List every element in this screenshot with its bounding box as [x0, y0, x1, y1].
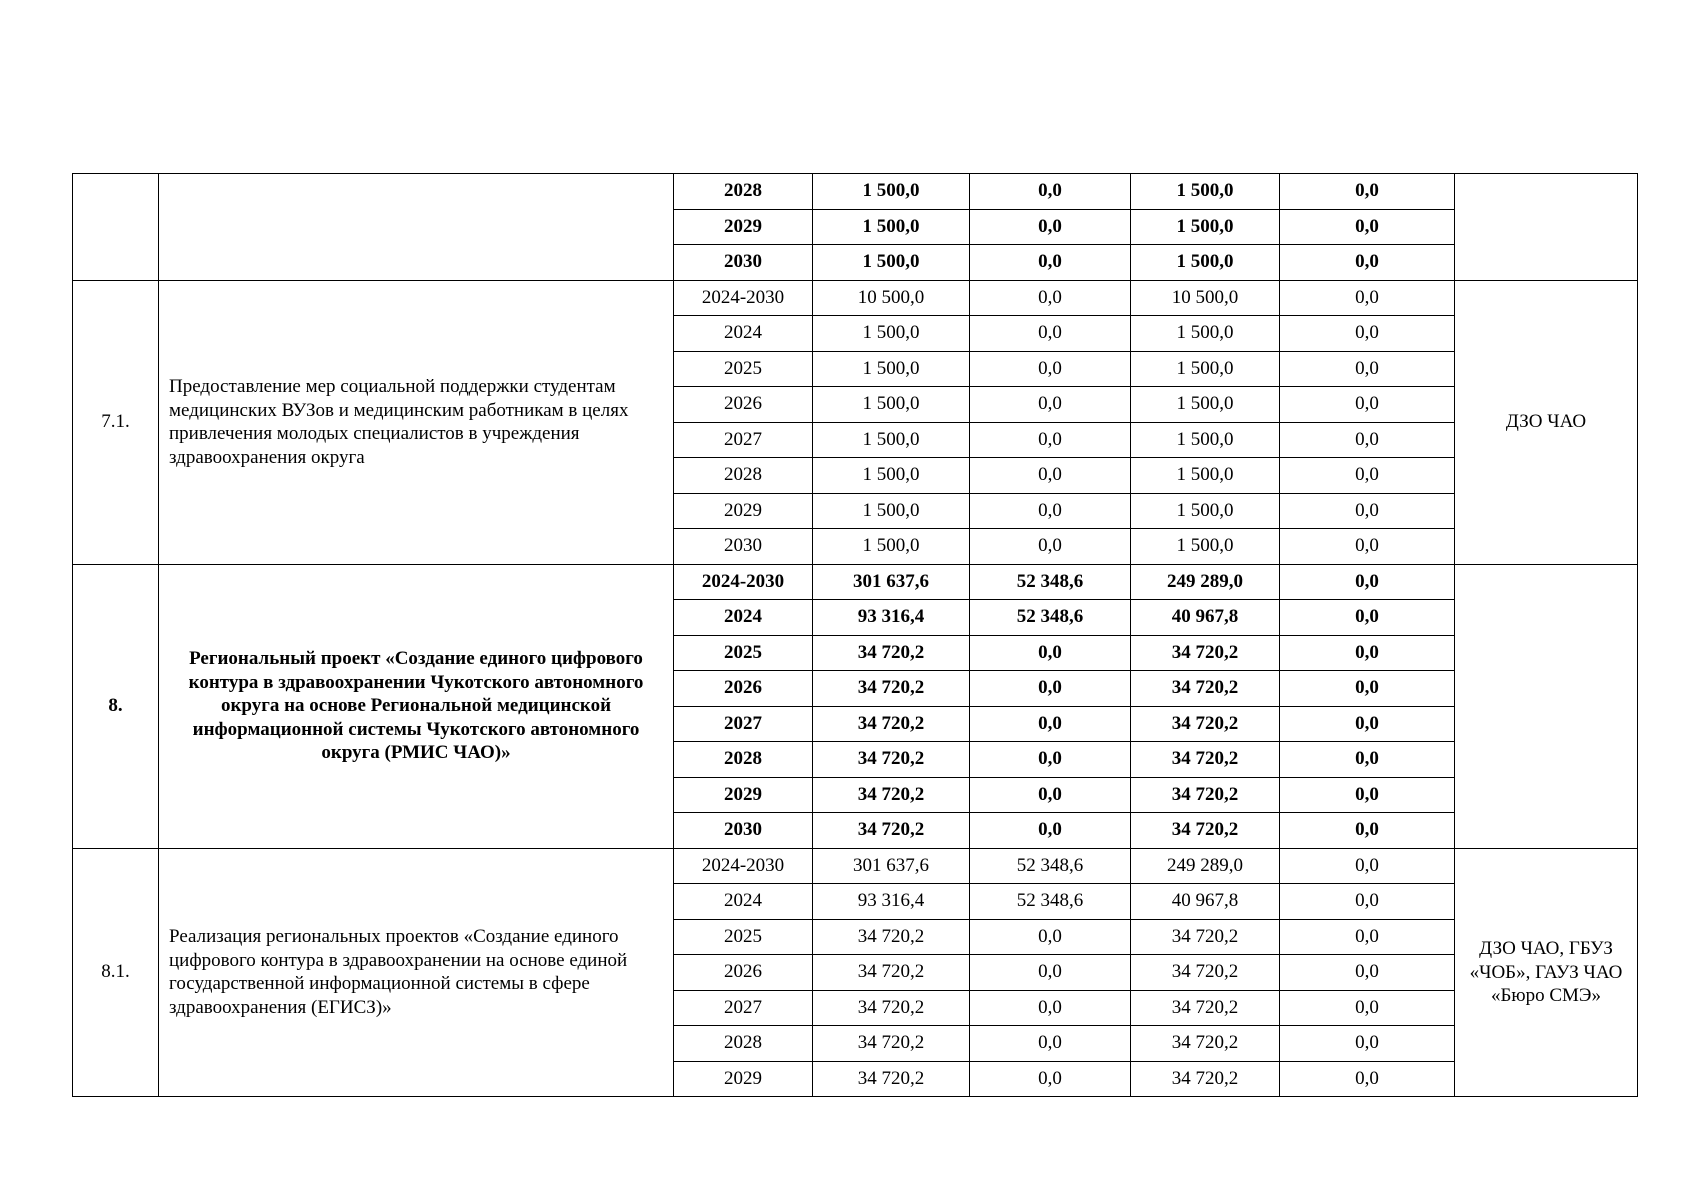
regional-cell: 34 720,2: [1131, 955, 1280, 991]
year-cell: 2027: [674, 422, 813, 458]
total-cell: 1 500,0: [813, 316, 970, 352]
regional-cell: 1 500,0: [1131, 209, 1280, 245]
regional-cell: 34 720,2: [1131, 813, 1280, 849]
executor-cell: ДЗО ЧАО: [1455, 280, 1638, 564]
federal-cell: 0,0: [970, 919, 1131, 955]
other-cell: 0,0: [1280, 848, 1455, 884]
regional-cell: 34 720,2: [1131, 1061, 1280, 1097]
other-cell: 0,0: [1280, 742, 1455, 778]
year-cell: 2024: [674, 600, 813, 636]
total-cell: 1 500,0: [813, 351, 970, 387]
executor-cell: ДЗО ЧАО, ГБУЗ «ЧОБ», ГАУЗ ЧАО «Бюро СМЭ»: [1455, 848, 1638, 1097]
regional-cell: 34 720,2: [1131, 919, 1280, 955]
regional-cell: 40 967,8: [1131, 884, 1280, 920]
other-cell: 0,0: [1280, 1061, 1455, 1097]
regional-cell: 1 500,0: [1131, 458, 1280, 494]
other-cell: 0,0: [1280, 316, 1455, 352]
year-cell: 2026: [674, 955, 813, 991]
federal-cell: 0,0: [970, 671, 1131, 707]
federal-cell: 0,0: [970, 458, 1131, 494]
year-cell: 2024-2030: [674, 848, 813, 884]
regional-cell: 1 500,0: [1131, 351, 1280, 387]
other-cell: 0,0: [1280, 529, 1455, 565]
item-name-cell: Региональный проект «Создание единого цифрового контура в здравоохранении Чукотского автономного округа на основе Региональной медицинской информационной системы Чукотского автономного округа (РМИС ЧАО)»: [159, 564, 674, 848]
other-cell: 0,0: [1280, 564, 1455, 600]
table-row: [73, 174, 1638, 210]
federal-cell: 52 348,6: [970, 884, 1131, 920]
total-cell: 34 720,2: [813, 635, 970, 671]
table-row: [73, 564, 1638, 600]
total-cell: 34 720,2: [813, 919, 970, 955]
regional-cell: 1 500,0: [1131, 422, 1280, 458]
other-cell: 0,0: [1280, 813, 1455, 849]
year-cell: 2028: [674, 458, 813, 494]
federal-cell: 0,0: [970, 1061, 1131, 1097]
total-cell: 34 720,2: [813, 777, 970, 813]
regional-cell: 1 500,0: [1131, 387, 1280, 423]
federal-cell: 0,0: [970, 990, 1131, 1026]
other-cell: 0,0: [1280, 777, 1455, 813]
regional-cell: 34 720,2: [1131, 1026, 1280, 1062]
federal-cell: 52 348,6: [970, 564, 1131, 600]
total-cell: 34 720,2: [813, 1026, 970, 1062]
year-cell: 2028: [674, 742, 813, 778]
regional-cell: 249 289,0: [1131, 848, 1280, 884]
other-cell: 0,0: [1280, 635, 1455, 671]
year-cell: 2028: [674, 1026, 813, 1062]
total-cell: 34 720,2: [813, 671, 970, 707]
total-cell: 34 720,2: [813, 1061, 970, 1097]
item-number-cell: [73, 174, 159, 281]
other-cell: 0,0: [1280, 422, 1455, 458]
other-cell: 0,0: [1280, 280, 1455, 316]
other-cell: 0,0: [1280, 458, 1455, 494]
item-name-cell: Реализация региональных проектов «Создание единого цифрового контура в здравоохранении на основе единой государственной информационной системы в сфере здравоохранения (ЕГИСЗ)»: [159, 848, 674, 1097]
regional-cell: 34 720,2: [1131, 671, 1280, 707]
regional-cell: 34 720,2: [1131, 635, 1280, 671]
total-cell: 1 500,0: [813, 422, 970, 458]
year-cell: 2029: [674, 209, 813, 245]
federal-cell: 0,0: [970, 955, 1131, 991]
total-cell: 1 500,0: [813, 209, 970, 245]
other-cell: 0,0: [1280, 387, 1455, 423]
federal-cell: 0,0: [970, 529, 1131, 565]
year-cell: 2025: [674, 635, 813, 671]
other-cell: 0,0: [1280, 990, 1455, 1026]
year-cell: 2029: [674, 777, 813, 813]
regional-cell: 1 500,0: [1131, 245, 1280, 281]
federal-cell: 0,0: [970, 316, 1131, 352]
total-cell: 1 500,0: [813, 245, 970, 281]
total-cell: 1 500,0: [813, 174, 970, 210]
other-cell: 0,0: [1280, 919, 1455, 955]
item-name-cell: [159, 174, 674, 281]
federal-cell: 52 348,6: [970, 600, 1131, 636]
item-number-cell: 8.1.: [73, 848, 159, 1097]
executor-cell: [1455, 174, 1638, 281]
total-cell: 1 500,0: [813, 387, 970, 423]
table-row: [73, 280, 1638, 316]
year-cell: 2024: [674, 884, 813, 920]
total-cell: 34 720,2: [813, 955, 970, 991]
total-cell: 34 720,2: [813, 706, 970, 742]
year-cell: 2024-2030: [674, 564, 813, 600]
federal-cell: 0,0: [970, 777, 1131, 813]
item-number-cell: 8.: [73, 564, 159, 848]
total-cell: 301 637,6: [813, 564, 970, 600]
year-cell: 2026: [674, 387, 813, 423]
other-cell: 0,0: [1280, 209, 1455, 245]
other-cell: 0,0: [1280, 671, 1455, 707]
total-cell: 34 720,2: [813, 742, 970, 778]
year-cell: 2030: [674, 245, 813, 281]
regional-cell: 1 500,0: [1131, 316, 1280, 352]
year-cell: 2030: [674, 813, 813, 849]
regional-cell: 40 967,8: [1131, 600, 1280, 636]
federal-cell: 0,0: [970, 280, 1131, 316]
other-cell: 0,0: [1280, 493, 1455, 529]
other-cell: 0,0: [1280, 706, 1455, 742]
federal-cell: 52 348,6: [970, 848, 1131, 884]
federal-cell: 0,0: [970, 706, 1131, 742]
year-cell: 2024-2030: [674, 280, 813, 316]
table-row: [73, 848, 1638, 884]
regional-cell: 249 289,0: [1131, 564, 1280, 600]
total-cell: 1 500,0: [813, 529, 970, 565]
other-cell: 0,0: [1280, 245, 1455, 281]
budget-table: [72, 173, 1638, 1097]
federal-cell: 0,0: [970, 635, 1131, 671]
total-cell: 301 637,6: [813, 848, 970, 884]
regional-cell: 34 720,2: [1131, 990, 1280, 1026]
federal-cell: 0,0: [970, 174, 1131, 210]
other-cell: 0,0: [1280, 1026, 1455, 1062]
year-cell: 2028: [674, 174, 813, 210]
regional-cell: 34 720,2: [1131, 777, 1280, 813]
total-cell: 93 316,4: [813, 884, 970, 920]
year-cell: 2030: [674, 529, 813, 565]
total-cell: 93 316,4: [813, 600, 970, 636]
federal-cell: 0,0: [970, 1026, 1131, 1062]
year-cell: 2025: [674, 351, 813, 387]
year-cell: 2029: [674, 1061, 813, 1097]
year-cell: 2024: [674, 316, 813, 352]
regional-cell: 34 720,2: [1131, 706, 1280, 742]
other-cell: 0,0: [1280, 600, 1455, 636]
total-cell: 1 500,0: [813, 493, 970, 529]
other-cell: 0,0: [1280, 955, 1455, 991]
year-cell: 2025: [674, 919, 813, 955]
other-cell: 0,0: [1280, 351, 1455, 387]
total-cell: 10 500,0: [813, 280, 970, 316]
other-cell: 0,0: [1280, 174, 1455, 210]
regional-cell: 10 500,0: [1131, 280, 1280, 316]
federal-cell: 0,0: [970, 493, 1131, 529]
executor-cell: [1455, 564, 1638, 848]
regional-cell: 1 500,0: [1131, 174, 1280, 210]
total-cell: 34 720,2: [813, 990, 970, 1026]
federal-cell: 0,0: [970, 245, 1131, 281]
year-cell: 2027: [674, 706, 813, 742]
federal-cell: 0,0: [970, 209, 1131, 245]
federal-cell: 0,0: [970, 387, 1131, 423]
regional-cell: 34 720,2: [1131, 742, 1280, 778]
item-number-cell: 7.1.: [73, 280, 159, 564]
other-cell: 0,0: [1280, 884, 1455, 920]
federal-cell: 0,0: [970, 813, 1131, 849]
year-cell: 2029: [674, 493, 813, 529]
item-name-cell: Предоставление мер социальной поддержки студентам медицинских ВУЗов и медицинским работникам в целях привлечения молодых специалистов в учреждения здравоохранения округа: [159, 280, 674, 564]
regional-cell: 1 500,0: [1131, 529, 1280, 565]
regional-cell: 1 500,0: [1131, 493, 1280, 529]
total-cell: 1 500,0: [813, 458, 970, 494]
federal-cell: 0,0: [970, 742, 1131, 778]
federal-cell: 0,0: [970, 422, 1131, 458]
year-cell: 2027: [674, 990, 813, 1026]
year-cell: 2026: [674, 671, 813, 707]
federal-cell: 0,0: [970, 351, 1131, 387]
total-cell: 34 720,2: [813, 813, 970, 849]
